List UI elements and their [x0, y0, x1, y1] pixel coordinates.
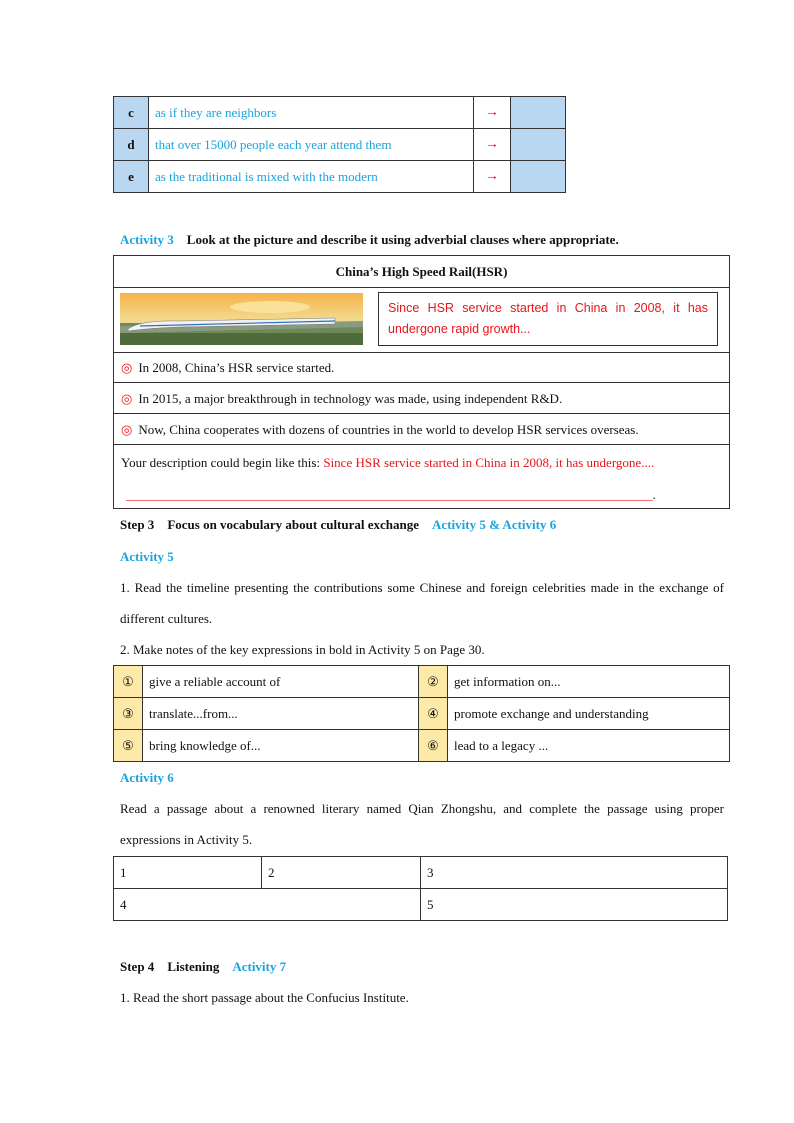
table-row: [114, 889, 728, 921]
answers-table: [113, 856, 728, 921]
activity6-label: Activity 6: [120, 770, 174, 785]
begin-prefix: Your description could begin like this:: [121, 455, 324, 470]
row-text: as if they are neighbors: [149, 97, 474, 129]
expression-text: lead to a legacy ...: [448, 730, 730, 762]
step3-label: Step 3: [120, 517, 155, 532]
activity6-instruction: Read a passage about a renowned literary named Qian Zhongshu, and complete the passage using proper expressions in Activity 5.: [120, 801, 724, 847]
table-row: [114, 129, 566, 161]
step3-title: Focus on vocabulary about cultural exchange: [167, 517, 420, 532]
fact-row: [114, 414, 729, 445]
hsr-table-title: China’s High Speed Rail(HSR): [114, 256, 729, 288]
step3-activities: Activity 5 & Activity 6: [432, 517, 557, 532]
step4-title: Listening: [167, 959, 220, 974]
activity3-heading: [120, 230, 619, 250]
hsr-train-image: [120, 293, 363, 345]
begin-line: [121, 454, 654, 472]
expressions-table: [113, 665, 730, 762]
table-row: [114, 161, 566, 193]
bullet-icon: ◎: [121, 422, 133, 437]
table-row: [114, 857, 728, 889]
number-badge: ④: [419, 698, 448, 730]
matching-table: [113, 96, 566, 193]
step4-heading: [120, 957, 286, 977]
number-badge: ⑤: [114, 730, 143, 762]
table-row: [114, 97, 566, 129]
begin-example: Since HSR service started in China in 2008, it has undergone....: [323, 455, 655, 470]
expression-text: give a reliable account of: [143, 666, 419, 698]
answer-end: .: [652, 487, 656, 502]
table-row: [114, 698, 730, 730]
arrow-icon: →: [474, 161, 511, 193]
fact-text: In 2015, a major breakthrough in technology was made, using independent R&D.: [138, 391, 563, 406]
description-callout: Since HSR service started in China in 2008, it has undergone rapid growth...: [378, 292, 718, 346]
step4-item1: 1. Read the short passage about the Confucius Institute.: [120, 990, 409, 1005]
expression-text: get information on...: [448, 666, 730, 698]
table-row: [114, 730, 730, 762]
answer-cell[interactable]: 3: [421, 857, 728, 889]
expression-text: translate...from...: [143, 698, 419, 730]
bullet-icon: ◎: [121, 391, 133, 406]
expression-text: bring knowledge of...: [143, 730, 419, 762]
fact-row: [114, 352, 729, 383]
row-label: d: [114, 129, 149, 161]
answer-cell[interactable]: 1: [114, 857, 262, 889]
step4-label: Step 4: [120, 959, 155, 974]
expression-text: promote exchange and understanding: [448, 698, 730, 730]
fact-text: In 2008, China’s HSR service started.: [138, 360, 335, 375]
number-badge: ①: [114, 666, 143, 698]
arrow-icon: →: [474, 129, 511, 161]
number-badge: ③: [114, 698, 143, 730]
activity5-item2: 2. Make notes of the key expressions in bold in Activity 5 on Page 30.: [120, 642, 485, 657]
row-label: c: [114, 97, 149, 129]
arrow-icon: →: [474, 97, 511, 129]
answer-cell[interactable]: 2: [262, 857, 421, 889]
answer-box[interactable]: [511, 129, 566, 161]
activity3-label: Activity 3: [120, 232, 174, 247]
activity5-item1: 1. Read the timeline presenting the contributions some Chinese and foreign celebrities made in the exchange of different cultures.: [120, 580, 724, 626]
row-label: e: [114, 161, 149, 193]
activity3-instruction: Look at the picture and describe it using adverbial clauses where appropriate.: [186, 232, 619, 247]
table-row: [114, 666, 730, 698]
step4-activity: Activity 7: [232, 959, 287, 974]
picture-row: [114, 287, 729, 353]
answer-box[interactable]: [511, 161, 566, 193]
hsr-table: [113, 255, 730, 509]
number-badge: ⑥: [419, 730, 448, 762]
activity5-label: Activity 5: [120, 549, 174, 564]
fact-row: [114, 383, 729, 414]
bullet-icon: ◎: [121, 360, 133, 375]
answer-line[interactable]: [126, 486, 656, 504]
fact-text: Now, China cooperates with dozens of countries in the world to develop HSR services overseas.: [138, 422, 639, 437]
answer-box[interactable]: [511, 97, 566, 129]
row-text: as the traditional is mixed with the modern: [149, 161, 474, 193]
answer-underline: _________________________________________________________________________________: [126, 487, 653, 502]
number-badge: ②: [419, 666, 448, 698]
row-text: that over 15000 people each year attend them: [149, 129, 474, 161]
answer-cell[interactable]: 5: [421, 889, 728, 921]
step3-heading: [120, 515, 556, 535]
answer-cell[interactable]: 4: [114, 889, 421, 921]
